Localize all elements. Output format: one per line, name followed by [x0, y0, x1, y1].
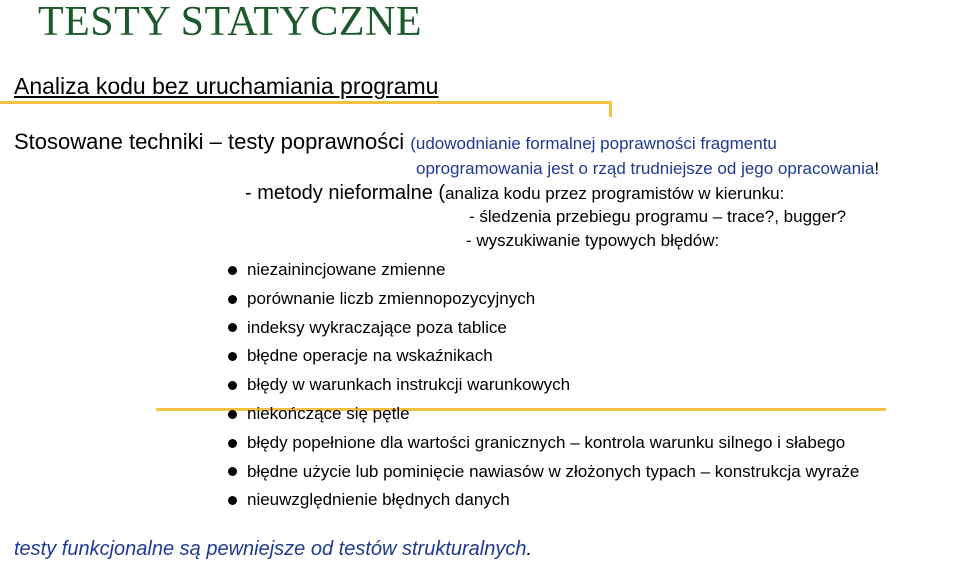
tracing-line: - śledzenia przebiegu programu – trace?, bugger? [469, 207, 847, 226]
informal-methods-label: - metody nieformalne ( [245, 182, 446, 204]
footer-note [14, 536, 532, 562]
subtitle: Analiza kodu bez uruchamiania programu [14, 73, 439, 99]
footer-period: . [526, 538, 533, 560]
formal-proof-exclaim: ! [874, 159, 880, 178]
formal-proof-note [416, 158, 879, 180]
bullet-icon [228, 467, 237, 476]
bullet-icon [228, 410, 237, 419]
divider-vertical [609, 101, 612, 117]
divider-top [0, 101, 612, 104]
list-item: błędy popełnione dla wartości granicznych – kontrola warunku silnego i słabego [226, 429, 859, 458]
techniques-paren: (udowodnianie formalnej poprawności fragmentu [410, 134, 777, 153]
techniques-dash: – testy poprawności [203, 129, 411, 154]
bullet-icon [228, 381, 237, 390]
page-title: TESTY STATYCZNE [38, 0, 423, 45]
informal-methods-desc: analiza kodu przez programistów w kierunku: [445, 184, 785, 203]
searching-line: - wyszukiwanie typowych błędów: [466, 231, 720, 250]
techniques-line [14, 128, 777, 158]
list-item: nieuwzględnienie błędnych danych [226, 486, 859, 515]
informal-methods-line [245, 180, 784, 207]
bullet-icon [228, 439, 237, 448]
techniques-label: Stosowane techniki [14, 129, 204, 154]
list-item: indeksy wykraczające poza tablice [226, 314, 859, 343]
bullet-icon [228, 295, 237, 304]
list-item: błędne użycie lub pominięcie nawiasów w złożonych typach – konstrukcja wyraże [226, 458, 859, 487]
footer-text: testy funkcjonalne są pewniejsze od testów strukturalnych [14, 538, 527, 560]
list-item: porównanie liczb zmiennopozycyjnych [226, 285, 859, 314]
bullet-icon [228, 352, 237, 361]
typical-bugs-list [226, 256, 859, 515]
bullet-icon [228, 266, 237, 275]
formal-proof-text: oprogramowania jest o rząd trudniejsze od jego opracowania [416, 159, 875, 178]
bullet-icon [228, 323, 237, 332]
bullet-icon [228, 496, 237, 505]
list-item: błędy w warunkach instrukcji warunkowych [226, 371, 859, 400]
list-item: niekończące się pętle [226, 400, 859, 429]
list-item: błędne operacje na wskaźnikach [226, 342, 859, 371]
list-item: niezainincjowane zmienne [226, 256, 859, 285]
